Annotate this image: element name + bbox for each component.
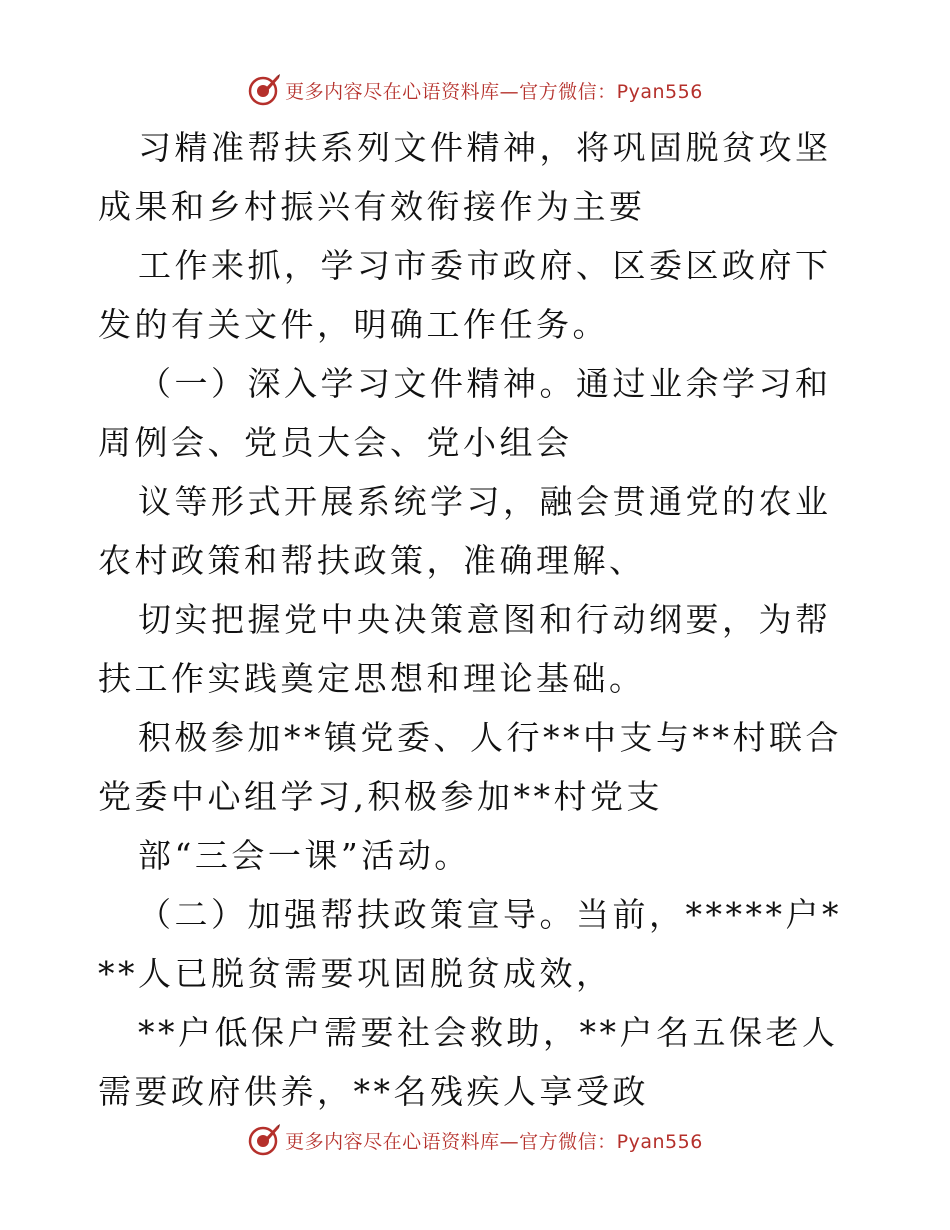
header-watermark [0, 70, 950, 110]
quill-logo-icon [247, 1123, 281, 1157]
document-body [98, 118, 858, 1121]
header-watermark-text: 更多内容尽在心语资料库—官方微信：Pyan556 [285, 80, 703, 103]
paragraph: 切实把握党中央决策意图和行动纲要，为帮扶工作实践奠定思想和理论基础。 [98, 600, 832, 698]
paragraph: （一）深入学习文件精神。通过业余学习和周例会、党员大会、党小组会 [98, 364, 832, 462]
footer-watermark-text: 更多内容尽在心语资料库—官方微信：Pyan556 [285, 1130, 703, 1153]
quill-logo-icon [247, 73, 281, 107]
paragraph: 工作来抓，学习市委市政府、区委区政府下发的有关文件，明确工作任务。 [98, 246, 832, 344]
footer-watermark [0, 1120, 950, 1160]
paragraph: 积极参加**镇党委、人行**中支与**村联合党委中心组学习,积极参加**村党支 [98, 718, 842, 816]
paragraph: 议等形式开展系统学习，融会贯通党的农业农村政策和帮扶政策，准确理解、 [98, 482, 832, 580]
paragraph: （二）加强帮扶政策宣导。当前，*****户***人已脱贫需要巩固脱贫成效， [98, 895, 842, 993]
paragraph: 部“三会一课”活动。 [138, 836, 471, 875]
paragraph: 习精准帮扶系列文件精神，将巩固脱贫攻坚成果和乡村振兴有效衔接作为主要 [98, 128, 832, 226]
paragraph: **户低保户需要社会救助，**户名五保老人需要政府供养，**名残疾人享受政 [98, 1013, 839, 1111]
